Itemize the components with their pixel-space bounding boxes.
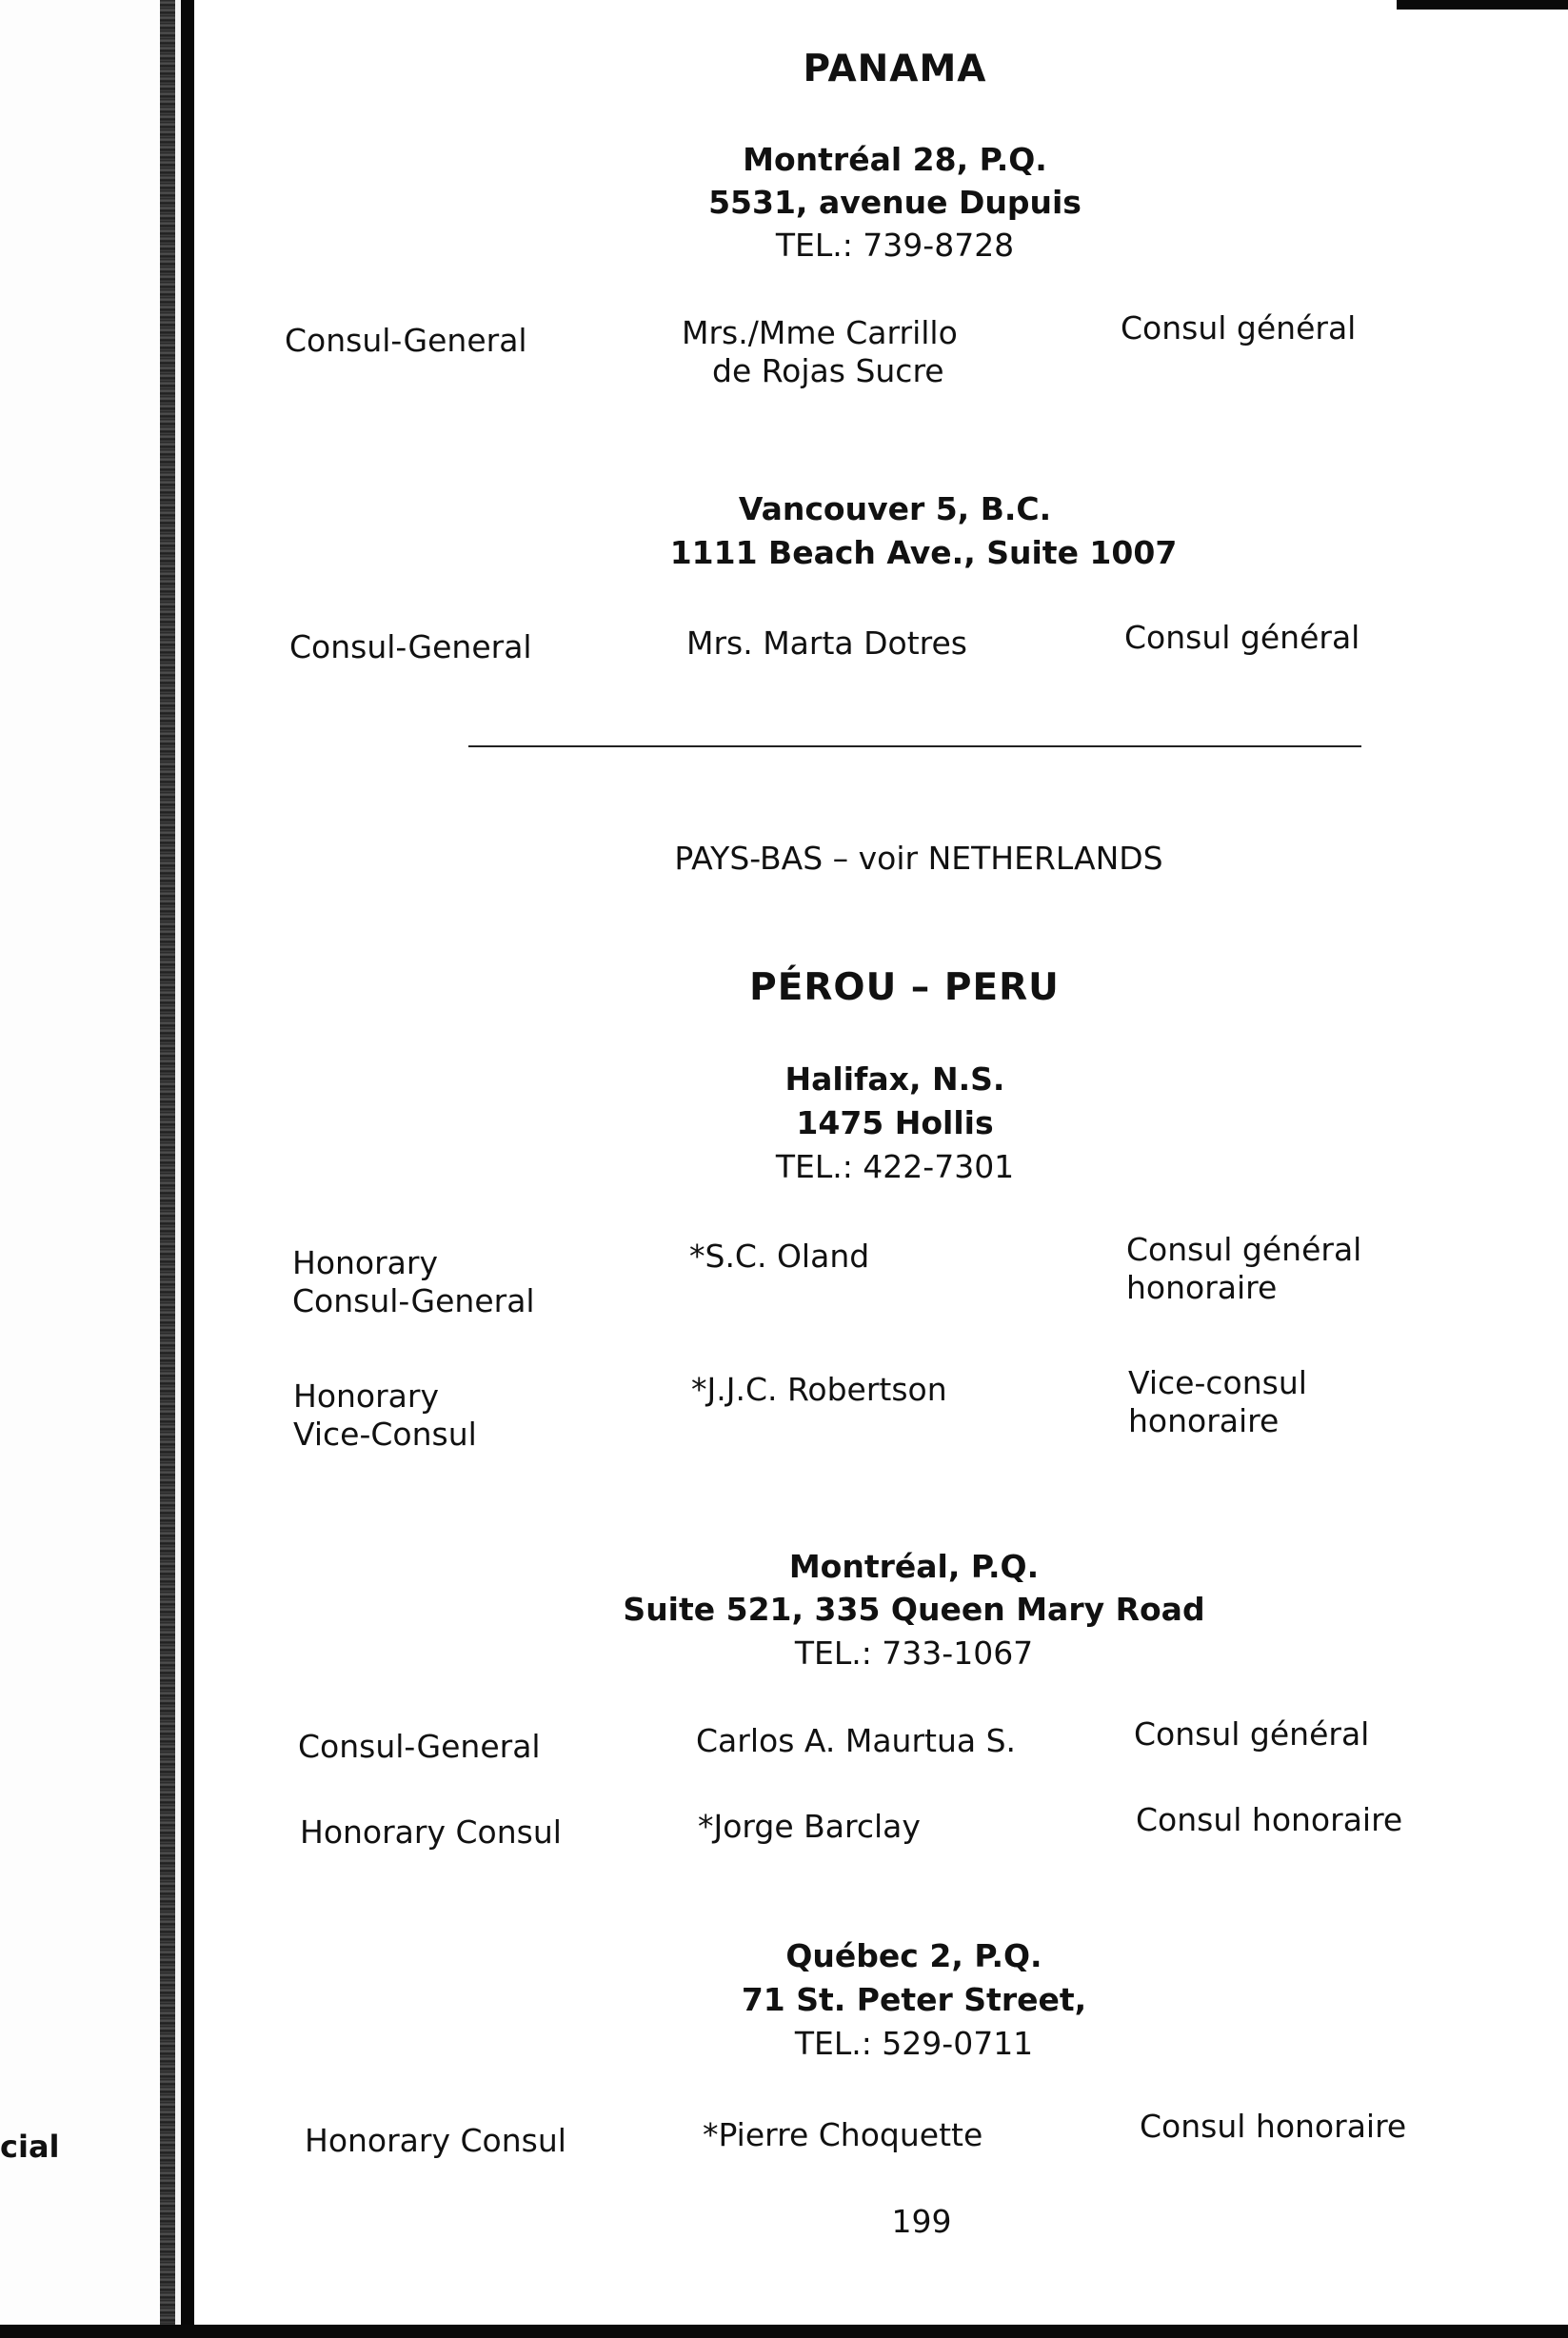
consul-name-line: Mrs./Mme Carrillo <box>682 314 958 351</box>
title-french <box>1126 1231 1431 1306</box>
section-title-panama: PANAMA <box>803 48 987 90</box>
consul-name: Carlos A. Maurtua S. <box>696 1722 1017 1759</box>
scan-edge-top <box>1397 0 1568 10</box>
address-city: Montréal, P.Q. <box>788 1548 1040 1585</box>
title-english-line: Vice-Consul <box>293 1415 477 1453</box>
address-telephone: TEL.: 529-0711 <box>794 2025 1034 2062</box>
consul-name: *J.J.C. Robertson <box>691 1371 947 1408</box>
title-french-line: Vice-consul <box>1128 1364 1307 1401</box>
title-english: Honorary Consul <box>300 1813 562 1851</box>
consul-name: *S.C. Oland <box>689 1238 870 1275</box>
address-telephone: TEL.: 739-8728 <box>775 227 1015 264</box>
consul-name <box>682 314 996 389</box>
address-city: Québec 2, P.Q. <box>785 1937 1042 1974</box>
address-street: 1475 Hollis <box>796 1104 994 1141</box>
title-french-line: honoraire <box>1126 1268 1278 1306</box>
title-french: Consul général <box>1124 619 1360 656</box>
title-english-line: Honorary <box>293 1377 439 1415</box>
title-english: Consul-General <box>289 628 532 665</box>
previous-page-margin <box>0 0 160 2338</box>
title-french: Consul honoraire <box>1140 2108 1407 2145</box>
address-telephone: TEL.: 422-7301 <box>775 1148 1015 1185</box>
title-french: Consul général <box>1121 309 1357 347</box>
title-french-line: honoraire <box>1128 1401 1280 1439</box>
title-english: Consul-General <box>298 1728 541 1765</box>
title-french: Consul général <box>1134 1715 1370 1753</box>
address-city: Montréal 28, P.Q. <box>743 141 1047 178</box>
scan-edge-bottom <box>0 2325 1568 2338</box>
address-city: Vancouver 5, B.C. <box>738 490 1052 527</box>
title-english: Honorary Consul <box>305 2122 566 2159</box>
title-english <box>293 1377 607 1453</box>
section-title-peru: PÉROU – PERU <box>749 966 1060 1009</box>
cross-reference-pays-bas: PAYS-BAS – voir NETHERLANDS <box>674 840 1163 877</box>
consul-name: *Jorge Barclay <box>698 1808 921 1845</box>
page-number: 199 <box>891 2203 952 2240</box>
address-street: 71 St. Peter Street, <box>741 1981 1087 2018</box>
book-binding-shadow <box>160 0 175 2338</box>
title-french-line: Consul général <box>1126 1231 1362 1268</box>
previous-page-text-fragment: cial <box>0 2129 60 2165</box>
book-binding-edge <box>181 0 194 2338</box>
address-street: Suite 521, 335 Queen Mary Road <box>623 1591 1205 1628</box>
consul-name: *Pierre Choquette <box>703 2116 983 2153</box>
title-english <box>292 1244 606 1319</box>
address-street: 5531, avenue Dupuis <box>708 184 1082 221</box>
title-english-line: Consul-General <box>292 1281 535 1319</box>
address-street: 1111 Beach Ave., Suite 1007 <box>669 534 1178 571</box>
section-divider <box>468 745 1361 747</box>
title-french: Consul honoraire <box>1136 1801 1403 1838</box>
address-city: Halifax, N.S. <box>784 1060 1005 1098</box>
title-english-line: Honorary <box>292 1244 438 1281</box>
address-telephone: TEL.: 733-1067 <box>794 1635 1034 1672</box>
title-french <box>1128 1364 1433 1439</box>
consul-name-line: de Rojas Sucre <box>712 351 944 389</box>
consul-name: Mrs. Marta Dotres <box>686 624 968 662</box>
title-english: Consul-General <box>285 322 527 359</box>
